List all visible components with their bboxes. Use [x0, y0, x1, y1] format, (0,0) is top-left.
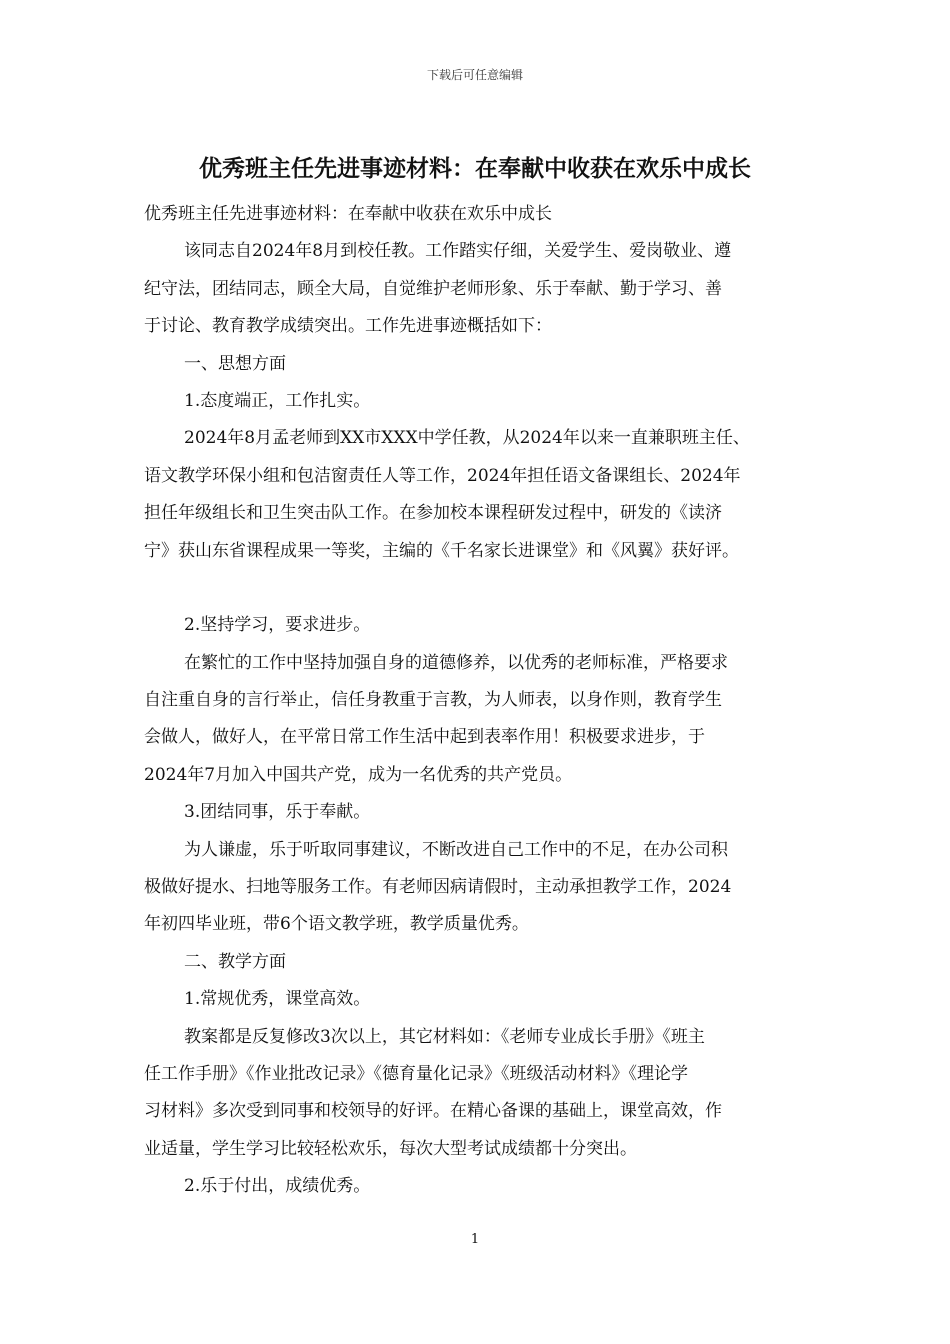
blank-line: [144, 570, 808, 607]
text-line: 为人谦虚，乐于听取同事建议，不断改进自己工作中的不足，在办公司积: [184, 839, 728, 860]
text-line: 教案都是反复修改3次以上，其它材料如：《老师专业成长手册》《班主: [184, 1026, 705, 1047]
text-line: 担任年级组长和卫生突击队工作。在参加校本课程研发过程中，研发的《读济: [144, 503, 722, 524]
text-line: 任工作手册》《作业批改记录》《德育量化记录》《班级活动材料》《理论学: [144, 1063, 688, 1084]
text-line: 语文教学环保小组和包洁窗责任人等工作，2024年担任语文备课组长、2024年: [144, 465, 741, 486]
text-line: 年初四毕业班，带6个语文教学班，教学质量优秀。: [144, 914, 529, 935]
text-line: 会做人，做好人，在平常日常工作生活中起到表率作用！积极要求进步，于: [144, 727, 705, 748]
text-line: 2.乐于付出，成绩优秀。: [184, 1176, 371, 1197]
text-line: 一、思想方面: [184, 353, 286, 374]
text-line: 于讨论、教育教学成绩突出。工作先进事迹概括如下：: [144, 316, 552, 337]
text-line: 该同志自2024年8月到校任教。工作踏实仔细，关爱学生、爱岗敬业、遵: [184, 241, 732, 262]
text-line: 习材料》多次受到同事和校领导的好评。在精心备课的基础上，课堂高效，作: [144, 1101, 722, 1122]
text-line: 业适量，学生学习比较轻松欢乐，每次大型考试成绩都十分突出。: [144, 1138, 637, 1159]
header-note: 下载后可任意编辑: [426, 68, 523, 82]
text-line: 2.坚持学习，要求进步。: [184, 615, 371, 636]
text-line: 在繁忙的工作中坚持加强自身的道德修养，以优秀的老师标准，严格要求: [184, 652, 728, 673]
document-body: [144, 196, 808, 1206]
text-line: 自注重自身的言行举止，信任身教重于言教，为人师表，以身作则，教育学生: [144, 690, 722, 711]
text-line: 优秀班主任先进事迹材料：在奉献中收获在欢乐中成长: [144, 204, 552, 224]
text-line: 1.常规优秀，课堂高效。: [184, 989, 371, 1010]
text-line: 二、教学方面: [184, 951, 286, 972]
text-line: 3.团结同事，乐于奉献。: [184, 802, 371, 823]
text-line: 纪守法，团结同志，顾全大局，自觉维护老师形象、乐于奉献、勤于学习、善: [144, 278, 722, 299]
text-line: 2024年8月孟老师到XX市XXX中学任教，从2024年以来一直兼职班主任、: [184, 428, 750, 449]
page-number: 1: [470, 1232, 480, 1247]
text-line: 宁》获山东省课程成果一等奖，主编的《千名家长进课堂》和《风翼》获好评。: [144, 540, 739, 561]
text-line: 2024年7月加入中国共产党，成为一名优秀的共产党员。: [144, 764, 573, 785]
text-line: 1.态度端正，工作扎实。: [184, 390, 371, 411]
document-title: 优秀班主任先进事迹材料：在奉献中收获在欢乐中成长: [199, 156, 751, 182]
text-line: 极做好提水、扫地等服务工作。有老师因病请假时，主动承担教学工作，2024: [144, 877, 732, 898]
